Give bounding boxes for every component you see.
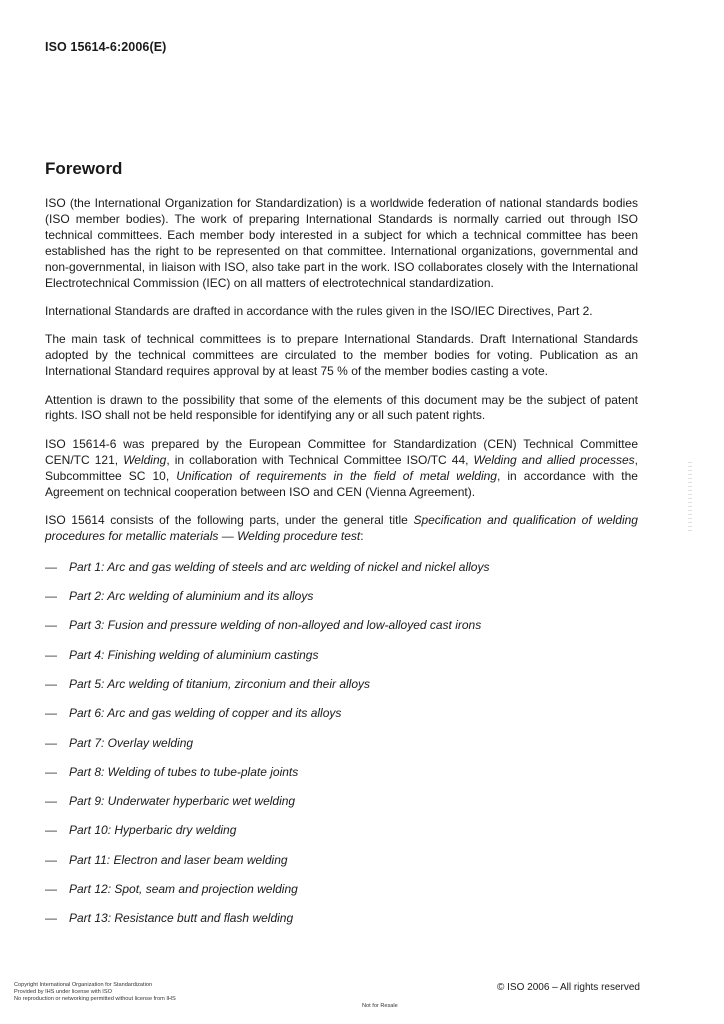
dash-bullet: — [45,677,57,691]
parts-list [45,560,638,941]
preparation-text-4: , in accordance with the Agreement on technical cooperation between ISO and CEN (Vienna Agreement). [45,468,638,499]
list-item [45,911,638,940]
copyright-notice [14,982,176,1004]
dash-bullet: — [45,706,57,721]
reproduction-line: No reproduction or networking permitted without license from IHS [14,996,176,1003]
rights-reserved: © ISO 2006 – All rights reserved [497,982,640,993]
foreword-heading: Foreword [45,159,123,178]
dash-bullet: — [45,823,57,838]
part-title: Part 9: Underwater hyperbaric wet welding [69,794,296,809]
license-line: Provided by IHS under license with ISO [14,989,112,996]
part-title: Part 11: Electron and laser beam welding [69,852,288,867]
dash-bullet: — [45,647,57,662]
series-intro-text: ISO 15614 consists of the following parts, under the general title [45,513,414,527]
part-title: Part 5: Arc welding of titanium, zirconium and their alloys [69,677,371,691]
list-item [45,706,638,735]
list-item [45,794,638,823]
dash-bullet: — [45,618,57,633]
part-title: Part 1: Arc and gas welding of steels and arc welding of nickel and nickel alloys [69,559,490,574]
not-for-resale-label: Not for Resale [362,1003,398,1009]
copyright-line: Copyright International Organization for Standardization [14,982,153,988]
part-title: Part 2: Arc welding of aluminium and its alloys [69,589,314,604]
dash-bullet: — [45,882,57,897]
list-item [45,736,638,765]
dash-bullet: — [45,852,57,867]
part-title: Part 4: Finishing welding of aluminium castings [69,647,319,662]
list-item [45,589,638,618]
list-item [45,853,638,882]
preparation-text-1: ISO 15614-6 was prepared by the European Committee for Standardization (CEN) Technical Committee CEN/TC 121, [45,436,638,467]
part-title: Part 10: Hyperbaric dry welding [69,823,237,838]
subcommittee-title: Unification of requirements in the field of metal welding [176,468,497,483]
document-id: ISO 15614-6:2006(E) [45,40,167,54]
list-item [45,648,638,677]
list-item [45,618,638,647]
dash-bullet: — [45,764,57,779]
list-item [45,823,638,852]
part-title: Part 13: Resistance butt and flash welding [69,911,294,926]
part-title: Part 3: Fusion and pressure welding of non-alloyed and low-alloyed cast irons [69,618,482,633]
foreword-body [45,196,638,941]
part-title: Part 12: Spot, seam and projection welding [69,882,298,897]
paragraph-patent-notice: Attention is drawn to the possibility that some of the elements of this document may be the subject of patent rights. ISO shall not be held responsible for identifying any or all such patent rights. [45,392,638,423]
series-general-title: Specification and qualification of welding procedures for metallic materials — Welding procedure test [45,513,638,543]
dash-bullet: — [45,589,57,604]
list-item [45,677,638,706]
list-item [45,765,638,794]
list-item [45,560,638,589]
paragraph-series-intro [45,513,638,545]
series-intro-colon: : [360,528,364,543]
dash-bullet: — [45,559,57,574]
paragraph-committee-task: The main task of technical committees is to prepare International Standards. Draft International Standards adopted by the technical committees are circulated to the member bodies for voting. Publication as an International Standard requires approval by at least 75 % of the member bodies casting a vote. [45,332,638,379]
part-title: Part 6: Arc and gas welding of copper and its alloys [69,706,342,721]
dash-bullet: — [45,911,57,926]
dash-bullet: — [45,735,57,750]
preparation-text-3: , Subcommittee SC 10, [45,452,638,483]
dash-bullet: — [45,794,57,809]
paragraph-iso-description: ISO (the International Organization for Standardization) is a worldwide federation of national standards bodies (ISO member bodies). The work of preparing International Standards is normally carried out through ISO technical committees. Each member body interested in a subject for which a technical committee has been established has the right to be represented on that committee. International organizations, governmental and non-governmental, in liaison with ISO, also take part in the work. ISO collaborates closely with the International Electrotechnical Commission (IEC) on all matters of electrotechnical standardization. [45,196,638,290]
preparation-text-2: , in collaboration with Technical Committee ISO/TC 44, [166,452,474,467]
margin-watermark [688,462,692,534]
paragraph-drafting-rules: International Standards are drafted in accordance with the rules given in the ISO/IEC Directives, Part 2. [45,303,593,318]
committee-title-welding: Welding [123,452,167,467]
paragraph-preparation [45,437,638,501]
committee-title-allied: Welding and allied processes [473,452,635,467]
part-title: Part 8: Welding of tubes to tube-plate joints [69,764,299,779]
part-title: Part 7: Overlay welding [69,735,194,750]
list-item [45,882,638,911]
